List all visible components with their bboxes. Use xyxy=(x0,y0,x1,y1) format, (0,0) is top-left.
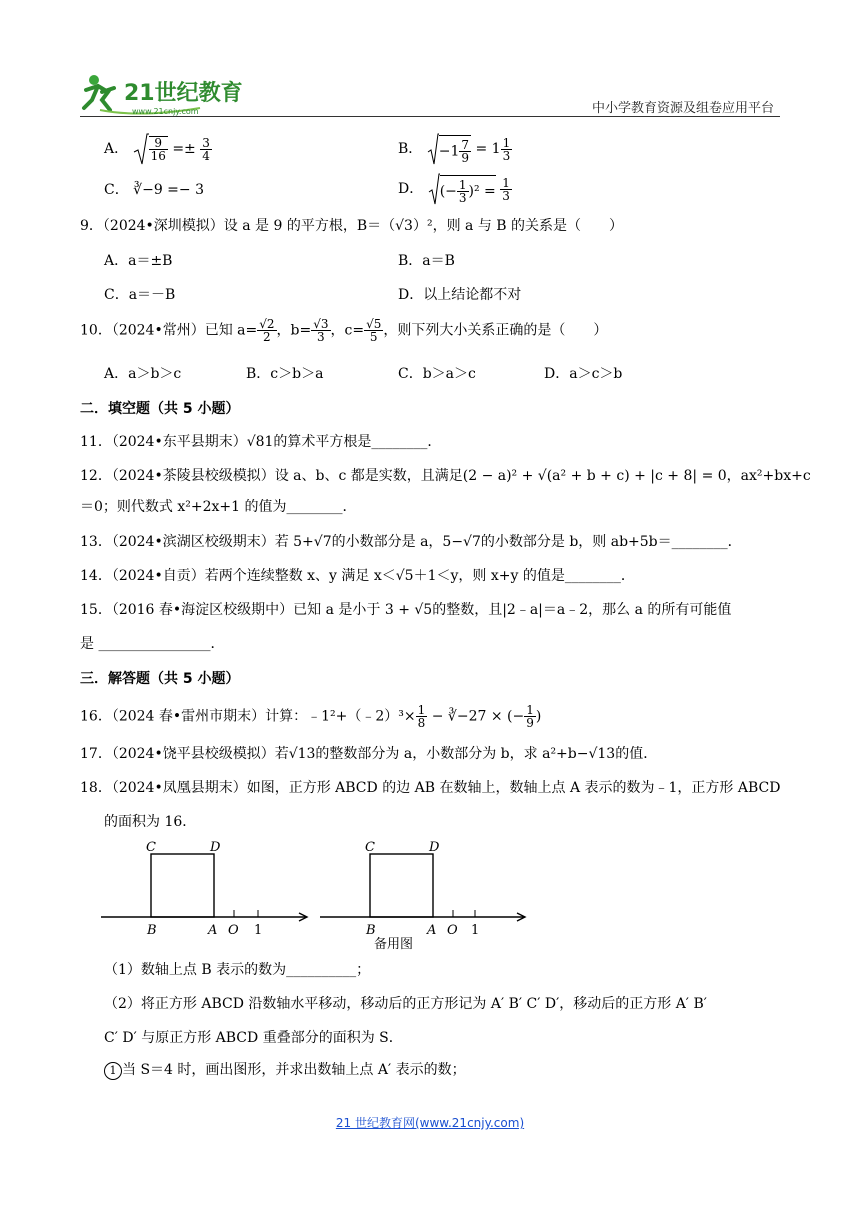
q18-line2: 的面积为 16． xyxy=(104,814,197,830)
q14: 14．（2024•自贡）若两个连续整数 x、y 满足 x＜√5＋1＜y，则 x+y 的值是________． xyxy=(80,568,635,584)
q10-stem: 10．（2024•常州）已知 a= $\frac{√2}{2}$ ，b= $\frac{√3}{3}$ ，c= $\frac{√5}{5}$ ，则下列大小关系正确的是（ ） xyxy=(80,317,608,344)
q8-option-c: C． ∛−9 =− 3 xyxy=(104,182,204,198)
platform-title: 中小学教育资源及组卷应用平台 xyxy=(591,101,774,116)
q18-part1: （1）数轴上点 B 表示的数为__________； xyxy=(104,962,371,978)
q17: 17．（2024•饶平县校级模拟）若√13的整数部分为 a，小数部分为 b，求 a²+b−√13的值． xyxy=(80,746,658,762)
footer-link[interactable]: 21 世纪教育网(www.21cnjy.com) xyxy=(335,1116,525,1130)
logo xyxy=(80,70,260,120)
q12-line2: ＝0；则代数式 x²+2x+1 的值为________． xyxy=(80,499,357,515)
q18-part2-sub1: 1 当 S＝4 时，画出图形，并求出数轴上点 A′ 表示的数； xyxy=(104,1060,466,1080)
q18-figures xyxy=(96,836,536,954)
q10-option-d: D．a＞c＞b xyxy=(544,366,623,382)
fig1-label-c: C xyxy=(146,840,156,855)
figure-spare xyxy=(320,840,525,952)
logo-url: www.21cnjy.com xyxy=(132,107,199,116)
q10-option-c: C．b＞a＞c xyxy=(398,366,476,382)
fig1-label-1: 1 xyxy=(254,923,263,938)
fig2-caption: 备用图 xyxy=(374,937,414,952)
q8-option-d: D． (− $\frac{1}{3}$ )² = $\frac{1}{3}$ xyxy=(398,175,510,205)
fig1-label-b: B xyxy=(147,923,157,938)
q18-part2-line2: C′ D′ 与原正方形 ABCD 重叠部分的面积为 S． xyxy=(104,1030,403,1046)
fig2-label-d: D xyxy=(429,840,440,855)
q18-part2-line1: （2）将正方形 ABCD 沿数轴水平移动，移动后的正方形记为 A′ B′ C′ D′，移动后的正方形 A′ B′ xyxy=(104,996,707,1012)
fig2-label-o: O xyxy=(447,923,458,938)
fig1-label-o: O xyxy=(228,923,239,938)
fig2-label-c: C xyxy=(365,840,375,855)
q15-line2: 是 ________________． xyxy=(80,636,225,652)
q9-option-b: B．a＝B xyxy=(398,253,455,269)
fig2-label-a: A xyxy=(427,923,437,938)
fig2-label-1: 1 xyxy=(471,923,480,938)
runner-logo-icon xyxy=(80,70,260,120)
q11: 11．（2024•东平县期末）√81的算术平方根是________． xyxy=(80,434,442,450)
fig1-label-a: A xyxy=(208,923,218,938)
figure-main xyxy=(101,840,307,938)
section-answer-title: 三．解答题（共 5 小题） xyxy=(80,671,240,687)
q15-line1: 15．（2016 春•海淀区校级期中）已知 a 是小于 3 + √5的整数，且|2﹣a|＝a﹣2，那么 a 的所有可能值 xyxy=(80,602,732,618)
q10-option-a: A．a＞b＞c xyxy=(104,366,182,382)
circled-number: 1 xyxy=(104,1062,122,1080)
q10-option-b: B．c＞b＞a xyxy=(246,366,324,382)
q9-stem: 9．（2024•深圳模拟）设 a 是 9 的平方根，B＝（√3）²，则 a 与 B 的关系是（ ） xyxy=(80,218,624,234)
q8-option-a: A． $\frac{9}{16}$ =± $\frac{3}{4}$ xyxy=(104,135,210,163)
q8-option-b: B． −1 $\frac{7}{9}$ = 1 $\frac{1}{3}$ xyxy=(398,135,511,165)
fig2-label-b: B xyxy=(366,923,376,938)
fig1-label-d: D xyxy=(210,840,221,855)
logo-text: 21世纪教育 xyxy=(124,81,243,106)
q9-option-a: A．a＝±B xyxy=(104,253,173,269)
q16: 16．（2024 春•雷州市期末）计算：﹣1²+（﹣2）³× $\frac{1}{8}$ − ∛−27 × (− $\frac{1}{9}$ ) xyxy=(80,703,542,730)
header-divider xyxy=(80,116,780,117)
q12-line1: 12．（2024•茶陵县校级模拟）设 a、b、c 都是实数，且满足(2 − a)² + √(a² + b + c) + |c + 8| = 0，ax²+bx+c xyxy=(80,468,811,484)
q9-option-c: C．a＝－B xyxy=(104,287,176,303)
q9-option-d: D．以上结论都不对 xyxy=(398,287,522,303)
q18-line1: 18．（2024•凤凰县期末）如图，正方形 ABCD 的边 AB 在数轴上，数轴上点 A 表示的数为﹣1，正方形 ABCD xyxy=(80,780,781,796)
section-fill-in-title: 二．填空题（共 5 小题） xyxy=(80,401,240,417)
q13: 13．（2024•滨湖区校级期末）若 5+√7的小数部分是 a，5−√7的小数部分是 b，则 ab+5b＝________． xyxy=(80,534,742,550)
